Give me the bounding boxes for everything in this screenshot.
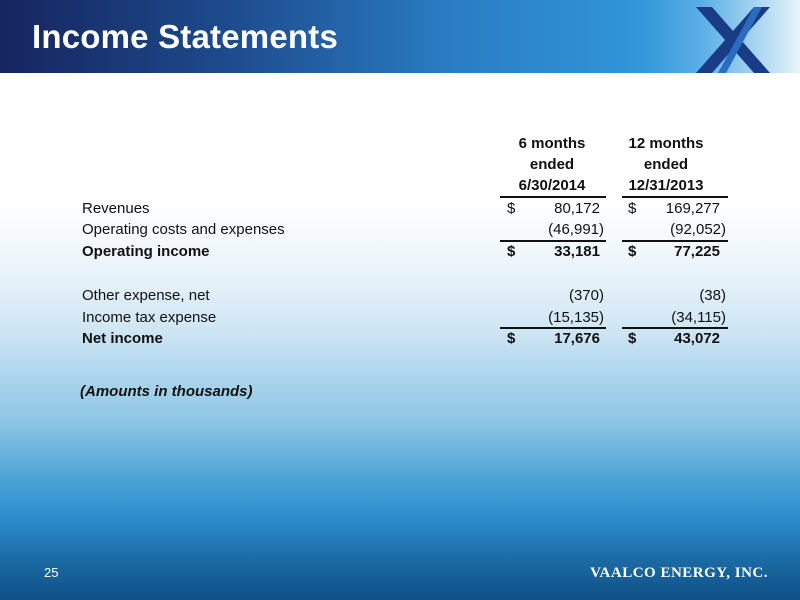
col1-header-underline [500,196,606,198]
row-label-operating-income: Operating income [82,243,210,260]
other-expense-value-2014: (370) [568,287,604,304]
col2-header-line2: ended [643,156,689,173]
other-expense-value-2013: (38) [699,287,726,304]
operating-costs-value-2013: (92,052) [670,221,726,238]
row-label-revenues: Revenues [82,200,150,217]
row-label-income-tax: Income tax expense [82,309,217,326]
row-label-operating-costs: Operating costs and expenses [82,221,285,238]
col1-header-line3: 6/30/2014 [518,177,586,194]
operating-income-value-2014: 33,181 [554,243,600,260]
page-title: Income Statements [32,18,338,55]
subtotal-line [500,327,606,329]
operating-costs-value-2014: (46,991) [548,221,604,238]
col2-header-line3: 12/31/2013 [628,177,704,194]
subtotal-line [622,240,728,242]
income-tax-value-2014: (15,135) [548,309,604,326]
col2-header-underline [622,196,728,198]
subtotal-line [500,240,606,242]
col2-header-line1: 12 months [628,135,704,152]
col1-header-line1: 6 months [518,135,586,152]
revenues-value-2013: 169,277 [665,200,720,217]
page-number: 25 [44,565,59,580]
operating-income-value-2013: 77,225 [674,243,720,260]
dollar-sign: $ [507,200,516,217]
row-label-other-expense: Other expense, net [82,287,210,304]
row-label-net-income: Net income [82,330,163,347]
revenues-value-2014: 80,172 [554,200,600,217]
dollar-sign: $ [628,243,637,260]
amounts-note: (Amounts in thousands) [80,383,253,400]
dollar-sign: $ [507,243,516,260]
dollar-sign: $ [628,200,637,217]
net-income-value-2013: 43,072 [674,330,720,347]
income-tax-value-2013: (34,115) [671,309,726,326]
subtotal-line [622,327,728,329]
dollar-sign: $ [507,330,516,347]
net-income-value-2014: 17,676 [554,330,600,347]
footer-company-name: VAALCO ENERGY, INC. [590,565,768,581]
dollar-sign: $ [628,330,637,347]
col1-header-line2: ended [529,156,575,173]
